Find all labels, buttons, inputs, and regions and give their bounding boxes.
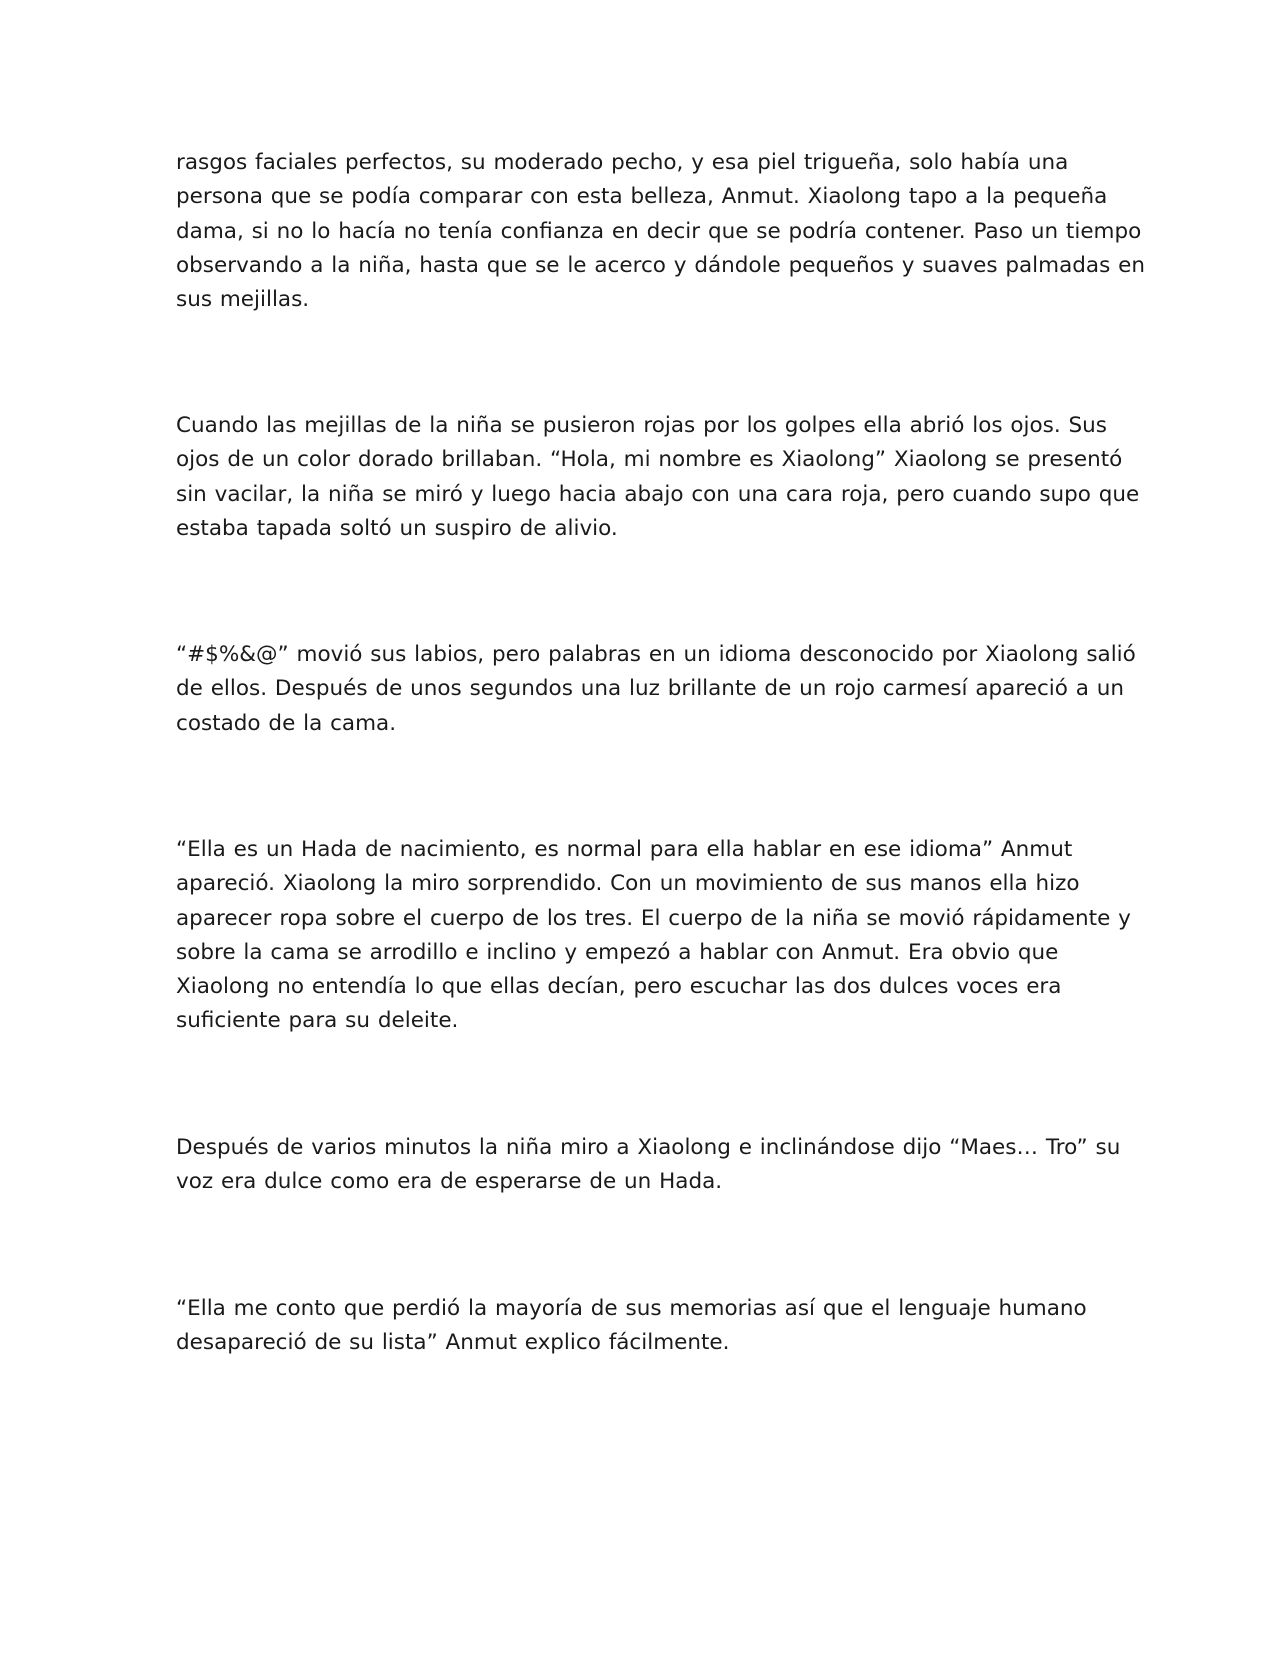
text-line: sus mejillas. [176, 287, 310, 313]
text-line: persona que se podía comparar con esta belleza, Anmut. Xiaolong tapo a la pequeña [176, 184, 1108, 210]
text-line: voz era dulce como era de esperarse de un Hada. [176, 1169, 723, 1195]
paragraph [176, 1292, 1087, 1361]
text-line: ojos de un color dorado brillaban. “Hola, mi nombre es Xiaolong” Xiaolong se presentó [176, 447, 1123, 473]
text-line: rasgos faciales perfectos, su moderado pecho, y esa piel trigueña, solo había una [176, 150, 1069, 175]
text-line: “Ella es un Hada de nacimiento, es normal para ella hablar en ese idioma” Anmut [176, 837, 1073, 862]
paragraph [176, 833, 1131, 1039]
text-line: sobre la cama se arrodillo e inclino y empezó a hablar con Anmut. Era obvio que [176, 939, 1059, 965]
text-line: de ellos. Después de unos segundos una luz brillante de un rojo carmesí apareció a un [176, 676, 1124, 702]
text-line: “Ella me conto que perdió la mayoría de sus memorias así que el lenguaje humano [176, 1296, 1087, 1321]
text-line: aparecer ropa sobre el cuerpo de los tres. El cuerpo de la niña se movió rápidamente y [176, 905, 1131, 931]
text-line: Cuando las mejillas de la niña se pusieron rojas por los golpes ella abrió los ojos. Sus [176, 413, 1108, 438]
paragraph [176, 146, 1145, 317]
paragraph [176, 1131, 1120, 1200]
text-line: suficiente para su deleite. [176, 1008, 459, 1034]
text-line: estaba tapada soltó un suspiro de alivio. [176, 515, 618, 541]
text-line: apareció. Xiaolong la miro sorprendido. Con un movimiento de sus manos ella hizo [176, 871, 1080, 897]
text-line: observando a la niña, hasta que se le acerco y dándole pequeños y suaves palmadas en [176, 252, 1145, 278]
text-line: costado de la cama. [176, 710, 397, 736]
text-line: Xiaolong no entendía lo que ellas decían, pero escuchar las dos dulces voces era [176, 974, 1062, 1000]
text-line: dama, si no lo hacía no tenía confianza en decir que se podría contener. Paso un tiempo [176, 218, 1142, 244]
text-line: sin vacilar, la niña se miró y luego hacia abajo con una cara roja, pero cuando supo que [176, 481, 1140, 507]
paragraph [176, 638, 1136, 741]
text-line: Después de varios minutos la niña miro a Xiaolong e inclinándose dijo “Maes… Tro” su [176, 1135, 1121, 1160]
text-line: desapareció de su lista” Anmut explico fácilmente. [176, 1330, 730, 1356]
paragraph [176, 409, 1139, 546]
text-line: “#$%&@” movió sus labios, pero palabras en un idioma desconocido por Xiaolong salió [176, 642, 1136, 667]
